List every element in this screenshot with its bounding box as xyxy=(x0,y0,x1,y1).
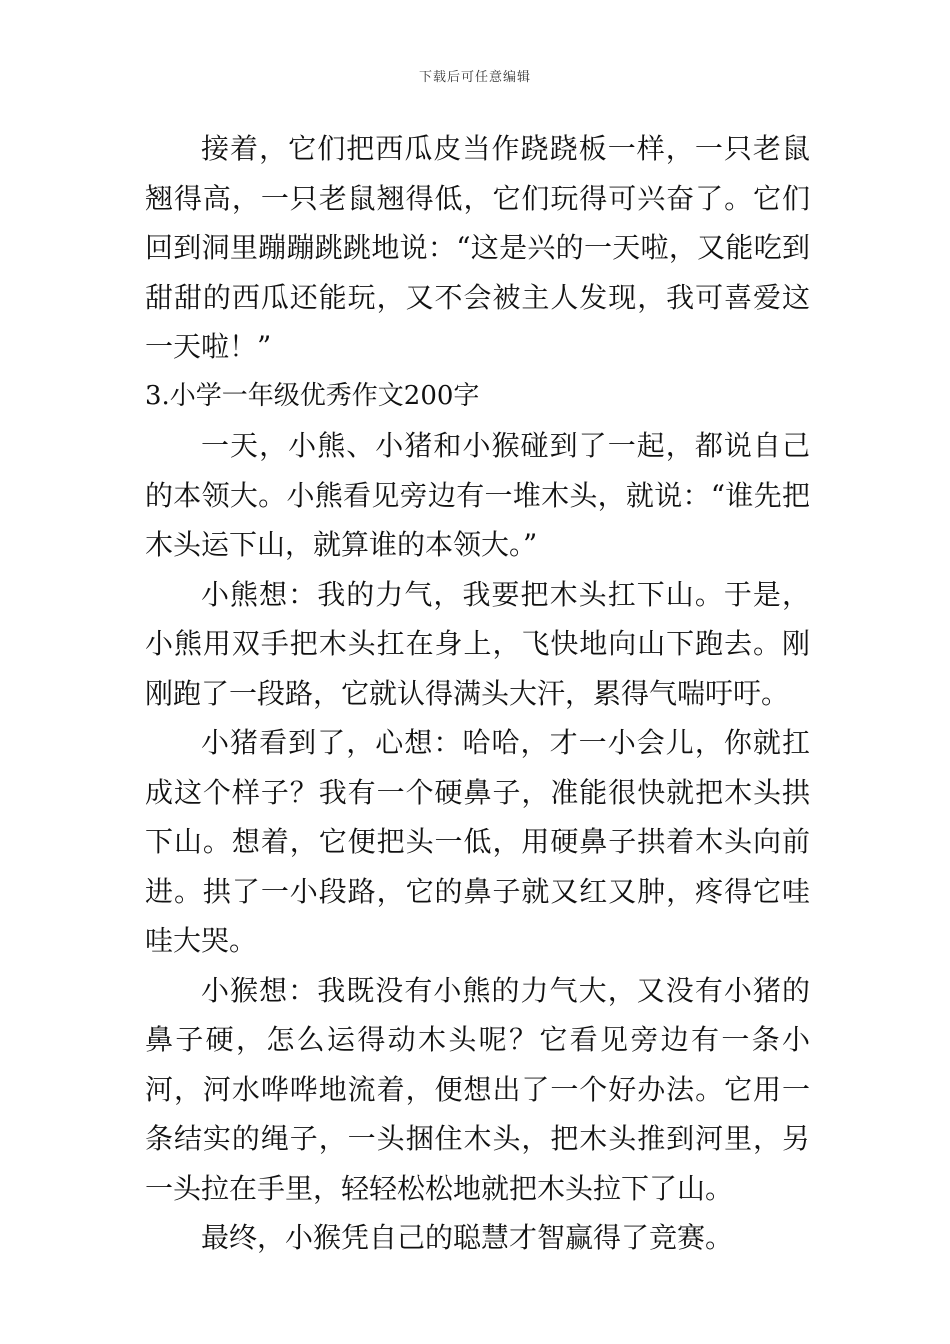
paragraph-watermelon-seesaw: 接着，它们把西瓜皮当作跷跷板一样，一只老鼠翘得高，一只老鼠翘得低，它们玩得可兴奋了。它们回到洞里蹦蹦跳跳地说：“这是兴的一天啦，又能吃到甜甜的西瓜还能玩，又不会被主人发现，我可喜爱这一天啦！” xyxy=(145,132,810,363)
paragraph-pig: 小猪看到了，心想：哈哈，才一小会儿，你就扛成这个样子？我有一个硬鼻子，准能很快就把木头拱下山。想着，它便把头一低，用硬鼻子拱着木头向前进。拱了一小段路，它的鼻子就又红又肿，疼得它哇哇大哭。 xyxy=(145,726,810,957)
section-heading: 3.小学一年级优秀作文200字 xyxy=(145,380,480,411)
paragraph-conclusion: 最终，小猴凭自己的聪慧才智赢得了竞赛。 xyxy=(201,1221,734,1254)
paragraph-intro: 一天，小熊、小猪和小猴碰到了一起，都说自己的本领大。小熊看见旁边有一堆木头，就说：“谁先把木头运下山，就算谁的本领大。” xyxy=(145,429,810,561)
document-body xyxy=(145,124,810,1263)
header-note: 下载后可任意编辑 xyxy=(418,70,531,85)
paragraph-monkey: 小猴想：我既没有小熊的力气大，又没有小猪的鼻子硬，怎么运得动木头呢？它看见旁边有一条小河，河水哗哗地流着，便想出了一个好办法。它用一条结实的绳子，一头捆住木头，把木头推到河里，另一头拉在手里，轻轻松松地就把木头拉下了山。 xyxy=(145,973,810,1205)
paragraph-bear: 小熊想：我的力气，我要把木头扛下山。于是，小熊用双手把木头扛在身上，飞快地向山下跑去。刚刚跑了一段路，它就认得满头大汗，累得气喘吁吁。 xyxy=(145,577,810,710)
